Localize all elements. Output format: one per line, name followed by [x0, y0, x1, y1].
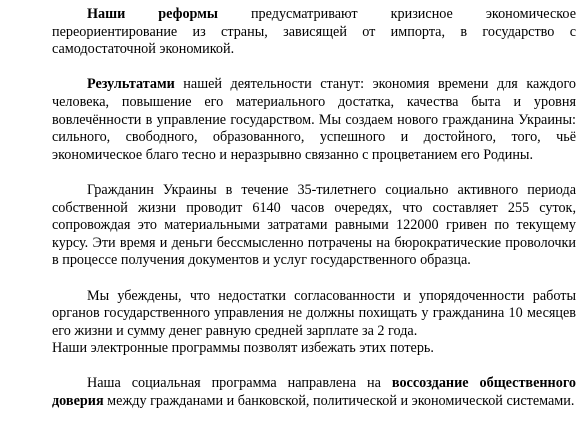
paragraph-queues — [52, 182, 576, 270]
bold-term-trust: воссоздание общественного доверия — [52, 375, 576, 410]
paragraph-social-program — [52, 375, 576, 410]
bold-term-reforms: Наши реформы — [87, 6, 218, 22]
paragraph-electronic-programs — [52, 340, 576, 358]
paragraph-reforms — [52, 6, 576, 59]
paragraph-text: предусматривают кризисное экономическое переориентирование из страны, зависящей от импорта, в государство с самодостаточной экономикой. — [52, 6, 576, 58]
paragraph-text: Наши электронные программы позволят избежать этих потерь. — [52, 340, 434, 357]
paragraph-text: Мы убеждены, что недостатки согласованности и упорядоченности работы органов государственного управления не должны похищать у гражданина 10 месяцев его жизни и сумму денег равную средней зарплате за 2 года. — [52, 287, 576, 339]
paragraph-text: Наша социальная программа направлена на — [87, 375, 392, 392]
bold-term-results: Результатами — [87, 76, 175, 93]
paragraph-results — [52, 76, 576, 164]
paragraph-text: Гражданин Украины в течение 35-тилетнего социально активного периода собственной жизни проводит 6140 часов очередях, что составляет 255 суток, сопровождая это материальными затратами равными 122000 гривен по текущему курсу. Эти время и деньги бессмысленно потрачены на бюрократические проволочки в процессе получения документов и услуг государственного образца. — [52, 181, 576, 269]
paragraph-text: между гражданами и банковской, политической и экономической системами. — [103, 393, 575, 410]
paragraph-convinced — [52, 288, 576, 341]
paragraph-text: нашей деятельности станут: экономия времени для каждого человека, повышение его материального достатка, качества быта и уровня вовлечённости в управление государством. Мы создаем нового гражданина Украины: сильного, свободного, образованного, успешного и достойного, того, чьё экономическое благо тесно и неразрывно связанно с процветанием его Родины. — [52, 76, 576, 163]
